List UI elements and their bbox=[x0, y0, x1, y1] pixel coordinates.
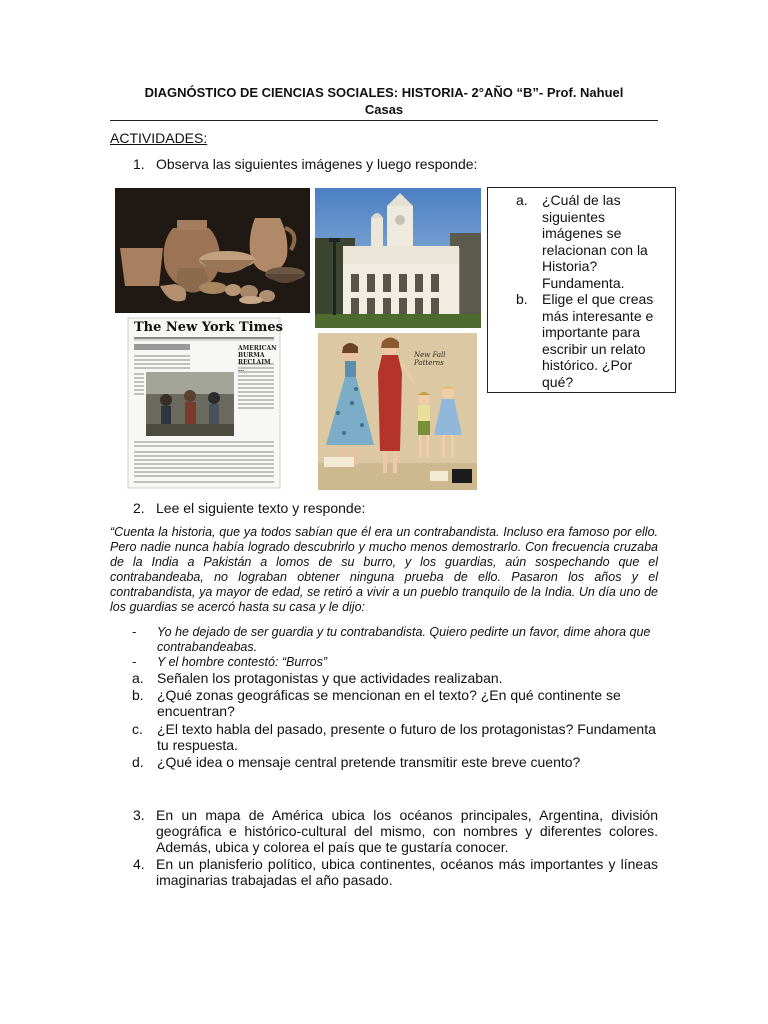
box-item-a-text: ¿Cuál de las siguientes imágenes se relacionan con la Historia? Fundamenta. bbox=[542, 192, 648, 291]
question-2-number: 2. bbox=[133, 500, 145, 516]
box-item-b-text: Elige el que creas más interesante e importante para escribir un relato histórico. ¿Por qué? bbox=[542, 291, 654, 390]
subquestion-d-text: ¿Qué idea o mensaje central pretende transmitir este breve cuento? bbox=[157, 754, 581, 770]
subquestion-a bbox=[110, 670, 658, 686]
fashion-poster-caption: New Fall Patterns bbox=[414, 351, 446, 367]
question-1-box bbox=[487, 187, 676, 393]
cabildo-building-image bbox=[315, 188, 481, 328]
dialogue-1-text: Yo he dejado de ser guardia y tu contrabandista. Quiero pedirte un favor, dime ahora que contrabandeabas. bbox=[157, 625, 651, 654]
newspaper-masthead: The New York Times bbox=[134, 320, 283, 335]
document-title bbox=[110, 84, 658, 121]
dialogue-line-1 bbox=[110, 625, 658, 655]
subquestion-b-text: ¿Qué zonas geográficas se mencionan en el texto? ¿En qué continente se encuentran? bbox=[157, 687, 621, 719]
subquestion-b-letter: b. bbox=[132, 687, 144, 703]
question-3-number: 3. bbox=[133, 807, 145, 823]
subquestion-d bbox=[110, 754, 658, 770]
question-4-number: 4. bbox=[133, 856, 145, 872]
question-3-text: En un mapa de América ubica los océanos principales, Argentina, división geográfica e histórico-cultural del mismo, con nombres y diferentes colores. Además, ubica y colorea el país que te gustaría conocer. bbox=[156, 807, 658, 855]
question-3 bbox=[133, 807, 658, 857]
dialogue-2-mark: - bbox=[132, 655, 137, 669]
pottery-image bbox=[115, 188, 310, 313]
newspaper-headline: AMERICAN BURMA RECLAIM ... bbox=[238, 345, 277, 373]
dialogue-2-text: Y el hombre contestó: “Burros” bbox=[157, 655, 327, 669]
dialogue-1-mark: - bbox=[132, 625, 137, 639]
subquestion-a-text: Señalen los protagonistas y que actividades realizaban. bbox=[157, 670, 503, 686]
subquestion-b bbox=[110, 687, 658, 719]
subquestion-c-letter: c. bbox=[132, 721, 143, 737]
box-item-a-letter: a. bbox=[516, 192, 528, 208]
question-1-text: Observa las siguientes imágenes y luego responde: bbox=[156, 156, 478, 172]
fashion-pattern-image bbox=[318, 333, 477, 490]
title-line-2: Casas bbox=[364, 102, 404, 117]
box-item-b bbox=[488, 291, 671, 391]
box-item-b-letter: b. bbox=[516, 291, 528, 307]
subquestion-d-letter: d. bbox=[132, 754, 144, 770]
question-4 bbox=[133, 856, 658, 890]
section-label: ACTIVIDADES: bbox=[110, 130, 208, 146]
subquestion-c-text: ¿El texto habla del pasado, presente o futuro de los protagonistas? Fundamenta tu respuesta. bbox=[157, 721, 656, 753]
subquestion-a-letter: a. bbox=[132, 670, 144, 686]
question-2-text: Lee el siguiente texto y responde: bbox=[156, 500, 366, 516]
subquestion-c bbox=[110, 721, 658, 753]
title-line-1: DIAGNÓSTICO DE CIENCIAS SOCIALES: HISTORIA- 2°AÑO “B”- Prof. Nahuel bbox=[144, 85, 624, 100]
story-paragraph: “Cuenta la historia, que ya todos sabían que él era un contrabandista. Incluso era famoso por ello. Pero nadie nunca había logrado descubrirlo y mucho menos demostrarlo. Con frecuencia cruzaba de la India a Pakistán a lomos de su burro, y los guardias, aún sospechando que el contrabandeaba, no lograban obtener ninguna prueba de ello. Pasaron los años y el contrabandista, ya mayor de edad, se retiró a vivir a un pueblo tranquilo de la India. Un día uno de los guardias se acercó hasta su casa y le dijo: bbox=[110, 525, 658, 614]
box-item-a bbox=[488, 192, 671, 292]
question-2 bbox=[133, 500, 658, 518]
question-1-number: 1. bbox=[133, 156, 145, 172]
question-1 bbox=[133, 156, 658, 174]
question-4-text: En un planisferio político, ubica continentes, océanos más importantes y líneas imaginarias trabajadas el año pasado. bbox=[156, 856, 658, 888]
dialogue-line-2 bbox=[110, 655, 658, 671]
newspaper-image bbox=[128, 318, 283, 488]
